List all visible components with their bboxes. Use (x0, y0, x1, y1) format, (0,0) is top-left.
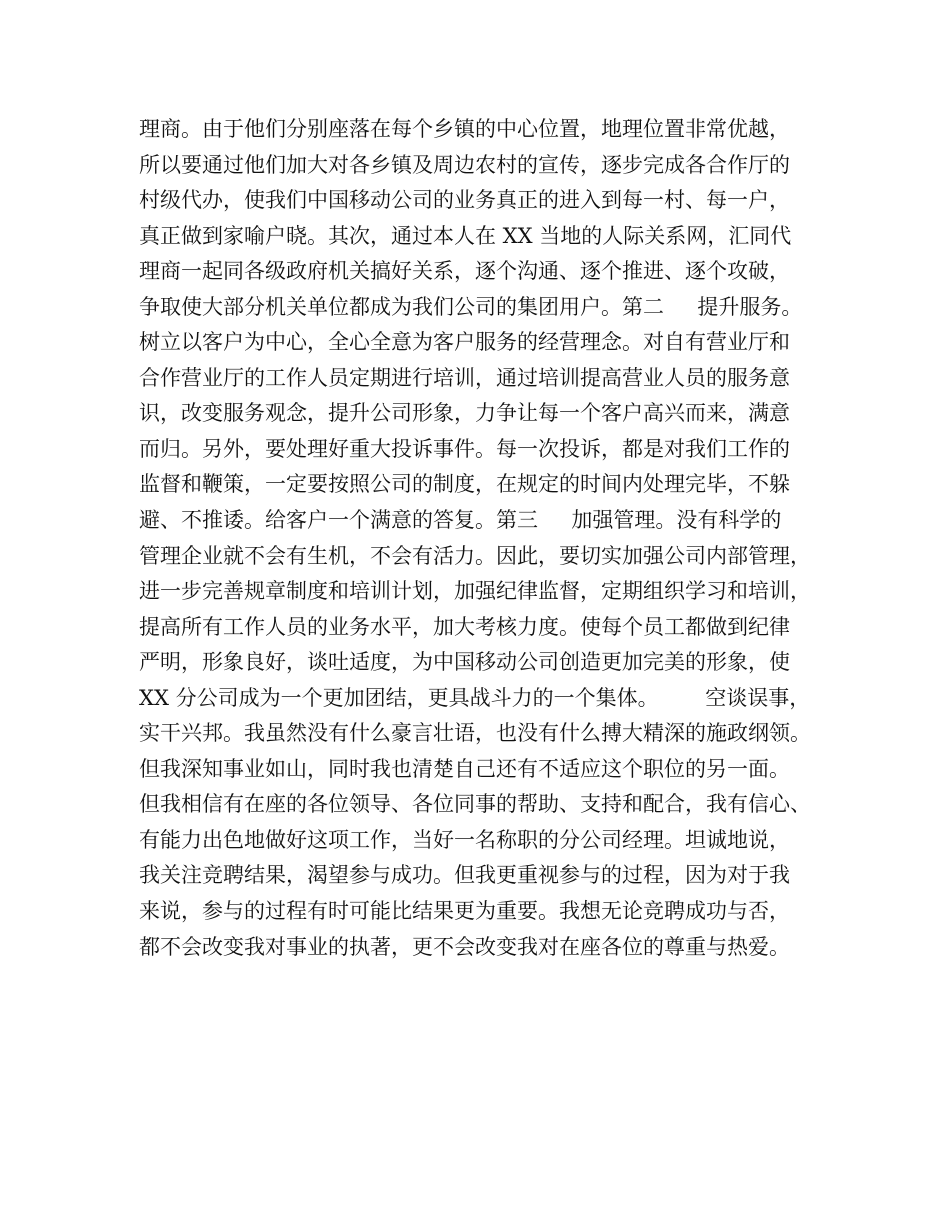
text-line: 所以要通过他们加大对各乡镇及周边农村的宣传，逐步完成各合作厅的 (139, 152, 790, 177)
text-line: 村级代办，使我们中国移动公司的业务真正的进入到每一村、每一户， (139, 188, 790, 213)
text-line: 树立以客户为中心，全心全意为客户服务的经营理念。对自有营业厅和 (139, 330, 790, 355)
text-line: 识，改变服务观念，提升公司形象，力争让每一个客户高兴而来，满意 (139, 401, 790, 426)
text-line: 都不会改变我对事业的执著，更不会改变我对在座各位的尊重与热爱。 (139, 934, 790, 959)
text-line: 真正做到家喻户晓。其次，通过本人在 XX 当地的人际关系网，汇同代 (139, 223, 792, 248)
text-line: 严明，形象良好，谈吐适度，为中国移动公司创造更加完美的形象，使 (139, 650, 790, 675)
text-line: 有能力出色地做好这项工作，当好一名称职的分公司经理。坦诚地说， (139, 827, 790, 852)
text-line: 而归。另外，要处理好重大投诉事件。每一次投诉，都是对我们工作的 (139, 436, 790, 461)
body-text (139, 112, 839, 965)
text-line: 管理企业就不会有生机，不会有活力。因此，要切实加强公司内部管理， (139, 543, 811, 568)
text-line: 但我深知事业如山，同时我也清楚自己还有不适应这个职位的另一面。 (139, 756, 790, 781)
text-line: 理商一起同各级政府机关搞好关系，逐个沟通、逐个推进、逐个攻破， (139, 259, 790, 284)
text-line: 实干兴邦。我虽然没有什么豪言壮语，也没有什么搏大精深的施政纲领。 (139, 721, 811, 746)
text-line: 但我相信有在座的各位领导、各位同事的帮助、支持和配合，我有信心、 (139, 792, 811, 817)
text-line: 争取使大部分机关单位都成为我们公司的集团用户。第二 提升服务。 (139, 294, 803, 319)
text-line: 合作营业厅的工作人员定期进行培训，通过培训提高营业人员的服务意 (139, 365, 790, 390)
text-line: 监督和鞭策，一定要按照公司的制度，在规定的时间内处理完毕，不躲 (139, 472, 790, 497)
text-line: 避、不推诿。给客户一个满意的答复。第三 加强管理。没有科学的 (139, 508, 782, 533)
text-line: 进一步完善规章制度和培训计划，加强纪律监督，定期组织学习和培训， (139, 579, 811, 604)
text-line: 来说，参与的过程有时可能比结果更为重要。我想无论竞聘成功与否， (139, 899, 790, 924)
text-line: 理商。由于他们分别座落在每个乡镇的中心位置，地理位置非常优越， (139, 117, 790, 141)
text-line: XX 分公司成为一个更加团结，更具战斗力的一个集体。 空谈误事， (139, 685, 811, 710)
text-line: 我关注竞聘结果，渴望参与成功。但我更重视参与的过程，因为对于我 (139, 863, 790, 888)
text-line: 提高所有工作人员的业务水平，加大考核力度。使每个员工都做到纪律 (139, 614, 790, 639)
